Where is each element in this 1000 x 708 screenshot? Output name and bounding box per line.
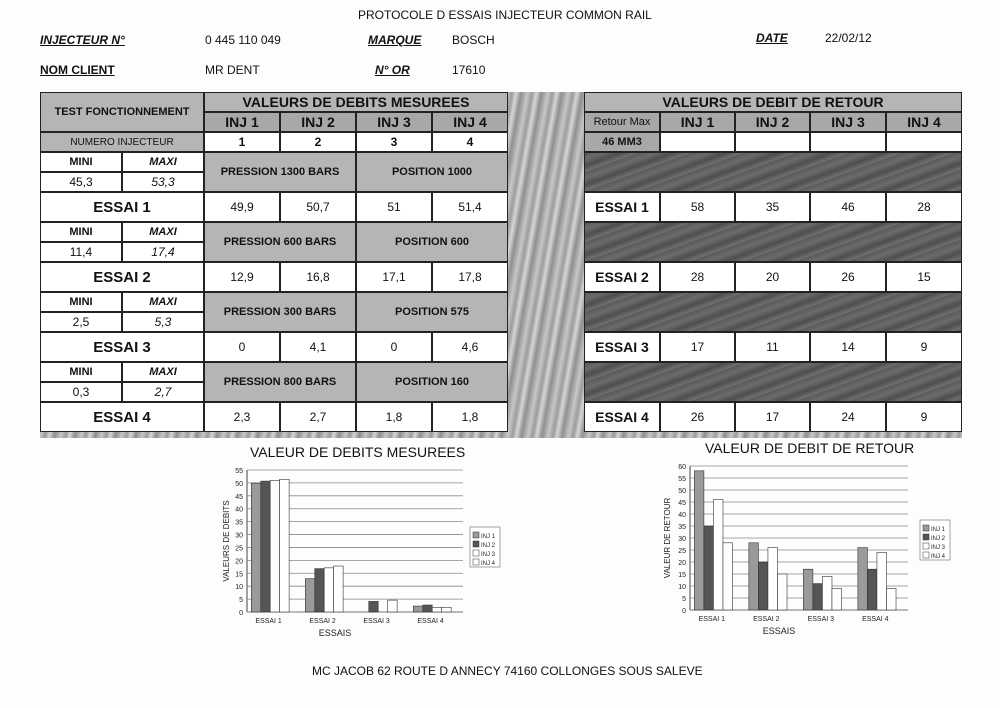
injecteur-value: 0 445 110 049 [205,33,281,47]
x-tick-label: ESSAI 3 [807,616,835,623]
maxi-value: 17,4 [122,242,204,262]
x-tick-label: ESSAI 4 [862,616,889,623]
x-tick-label: ESSAI 4 [417,618,444,625]
y-tick-label: 60 [678,464,686,471]
retour-max-label: Retour Max [584,112,660,132]
test-fonctionnement-label: TEST FONCTIONNEMENT [40,92,204,132]
y-tick-label: 10 [235,584,243,592]
legend-entry: INJ 2 [481,543,496,549]
mini-value: 0,3 [40,382,122,402]
x-tick-label: ESSAI 1 [255,618,282,625]
essai-label: ESSAI 3 [584,332,660,362]
x-tick-label: ESSAI 2 [309,618,336,625]
shaded-band [584,292,962,332]
y-tick-label: 25 [235,545,243,553]
bar [413,606,422,612]
y-tick-label: 0 [239,610,243,617]
retour-max-cell [735,132,810,152]
legend-entry: INJ 3 [481,552,496,558]
essai-label: ESSAI 2 [584,262,660,292]
left-inj-header-1: INJ 1 [204,112,280,132]
retour-value-cell: 9 [886,332,962,362]
bar [315,569,324,612]
retour-value-cell: 11 [735,332,810,362]
debit-value-cell: 4,6 [432,332,508,362]
y-tick-label: 10 [678,584,686,591]
retour-value-cell: 35 [735,192,810,222]
legend-swatch [473,532,479,538]
debit-value-cell: 17,1 [356,262,432,292]
retour-value-cell: 20 [735,262,810,292]
legend-entry: INJ 1 [931,527,946,533]
bar [423,605,432,612]
y-tick-label: 15 [235,571,243,579]
essai-label: ESSAI 1 [40,192,204,222]
bar [749,543,759,610]
bar [388,600,397,612]
client-value: MR DENT [205,63,260,77]
debit-value-cell: 49,9 [204,192,280,222]
retour-max-value: 46 MM3 [584,132,660,152]
y-tick-label: 40 [678,512,686,519]
bar [777,574,787,610]
marque-value: BOSCH [452,33,495,47]
y-tick-label: 20 [678,560,686,567]
right-inj-header-3: INJ 3 [810,112,886,132]
bar [803,569,813,610]
debit-value-cell: 2,3 [204,402,280,432]
pression-label: PRESSION 600 BARS [204,222,356,262]
right-inj-header-1: INJ 1 [660,112,735,132]
legend-entry: INJ 1 [481,534,496,540]
left-inj-header-2: INJ 2 [280,112,356,132]
date-value: 22/02/12 [825,31,872,45]
y-axis-label: VALEUR DE RETOUR [663,497,672,579]
y-tick-label: 15 [678,572,686,579]
bar [251,483,260,612]
retour-max-cell [660,132,735,152]
debit-value-cell: 4,1 [280,332,356,362]
maxi-label: MAXI [122,222,204,242]
maxi-value: 2,7 [122,382,204,402]
y-tick-label: 0 [682,608,686,615]
debit-value-cell: 0 [356,332,432,362]
retour-value-cell: 58 [660,192,735,222]
maxi-label: MAXI [122,362,204,382]
bar [369,601,378,612]
legend-entry: INJ 3 [931,545,946,551]
or-value: 17610 [452,63,486,77]
retour-value-cell: 9 [886,402,962,432]
bar [723,543,733,610]
y-tick-label: 35 [235,519,243,527]
bar [261,481,270,612]
shaded-band [584,362,962,402]
retour-value-cell: 26 [810,262,886,292]
x-tick-label: ESSAI 1 [698,616,726,623]
client-label: NOM CLIENT [40,63,115,77]
right-inj-header-2: INJ 2 [735,112,810,132]
y-tick-label: 35 [678,524,686,531]
footer-address: MC JACOB 62 ROUTE D ANNECY 74160 COLLONGES SOUS SALEVE [312,664,703,678]
debit-value-cell: 51,4 [432,192,508,222]
legend-swatch [473,559,479,565]
chart1-title: VALEUR DE DEBITS MESUREES [250,444,466,460]
chart2-title: VALEUR DE DEBIT DE RETOUR [705,440,915,456]
inj-number-1: 1 [204,132,280,152]
retour-bar-chart [658,458,978,644]
retour-value-cell: 26 [660,402,735,432]
retour-value-cell: 17 [660,332,735,362]
inj-number-4: 4 [432,132,508,152]
x-axis-label: ESSAIS [762,626,796,636]
retour-value-cell: 14 [810,332,886,362]
legend-entry: INJ 2 [931,536,946,542]
date-label: DATE [756,31,788,45]
position-label: POSITION 160 [356,362,508,402]
debits-bar-chart [215,462,525,644]
debit-value-cell: 50,7 [280,192,356,222]
bar [305,579,314,612]
mini-value: 11,4 [40,242,122,262]
bar [858,548,868,610]
y-tick-label: 40 [235,506,243,514]
retour-value-cell: 24 [810,402,886,432]
bar [704,526,714,610]
debit-value-cell: 51 [356,192,432,222]
legend-swatch [923,543,929,549]
bar [877,552,887,610]
mini-value: 2,5 [40,312,122,332]
maxi-label: MAXI [122,152,204,172]
y-axis-label: VALEURS DE DEBITS [222,500,231,582]
maxi-label: MAXI [122,292,204,312]
pression-label: PRESSION 1300 BARS [204,152,356,192]
mini-label: MINI [40,362,122,382]
essai-label: ESSAI 4 [584,402,660,432]
document-title: PROTOCOLE D ESSAIS INJECTEUR COMMON RAIL [358,8,652,22]
bar [768,548,778,610]
debits-section-title: VALEURS DE DEBITS MESUREES [204,92,508,112]
bar [432,607,441,612]
debit-value-cell: 1,8 [356,402,432,432]
bar [270,480,279,612]
y-tick-label: 50 [678,488,686,495]
maxi-value: 5,3 [122,312,204,332]
essai-label: ESSAI 2 [40,262,204,292]
maxi-value: 53,3 [122,172,204,192]
bar [758,562,768,610]
debit-value-cell: 0 [204,332,280,362]
left-inj-header-3: INJ 3 [356,112,432,132]
y-tick-label: 45 [678,500,686,507]
marque-label: MARQUE [368,33,422,47]
legend-swatch [923,525,929,531]
y-tick-label: 45 [235,493,243,501]
retour-max-cell [810,132,886,152]
essai-label: ESSAI 1 [584,192,660,222]
legend-entry: INJ 4 [931,554,946,560]
retour-max-cell [886,132,962,152]
legend-swatch [923,534,929,540]
essai-label: ESSAI 3 [40,332,204,362]
pression-label: PRESSION 300 BARS [204,292,356,332]
y-tick-label: 25 [678,548,686,555]
retour-section-title: VALEURS DE DEBIT DE RETOUR [584,92,962,112]
essai-label: ESSAI 4 [40,402,204,432]
debit-value-cell: 16,8 [280,262,356,292]
bar [694,471,704,610]
y-tick-label: 55 [235,468,243,475]
y-tick-label: 55 [678,476,686,483]
bar [813,584,823,610]
y-tick-label: 30 [678,536,686,543]
y-tick-label: 5 [239,597,243,605]
mini-label: MINI [40,222,122,242]
x-tick-label: ESSAI 3 [363,618,390,625]
retour-value-cell: 17 [735,402,810,432]
y-tick-label: 50 [235,480,243,488]
legend-swatch [473,550,479,556]
pression-label: PRESSION 800 BARS [204,362,356,402]
debit-value-cell: 12,9 [204,262,280,292]
y-tick-label: 30 [235,532,243,540]
left-inj-header-4: INJ 4 [432,112,508,132]
bar [334,566,343,612]
mini-value: 45,3 [40,172,122,192]
x-tick-label: ESSAI 2 [753,616,780,623]
or-label: N° OR [375,63,410,77]
mini-label: MINI [40,292,122,312]
y-tick-label: 20 [235,558,243,566]
right-inj-header-4: INJ 4 [886,112,962,132]
retour-value-cell: 46 [810,192,886,222]
position-label: POSITION 600 [356,222,508,262]
position-label: POSITION 575 [356,292,508,332]
position-label: POSITION 1000 [356,152,508,192]
bar [867,569,877,610]
shaded-band [584,222,962,262]
bar [713,500,723,610]
bar [324,568,333,612]
inj-number-3: 3 [356,132,432,152]
debit-value-cell: 2,7 [280,402,356,432]
y-tick-label: 5 [682,596,686,603]
numero-injecteur-label: NUMERO INJECTEUR [40,132,204,152]
retour-value-cell: 28 [886,192,962,222]
retour-value-cell: 15 [886,262,962,292]
debit-value-cell: 17,8 [432,262,508,292]
bar [442,607,451,612]
bar [832,588,842,610]
bar [280,479,289,612]
inj-number-2: 2 [280,132,356,152]
retour-value-cell: 28 [660,262,735,292]
injecteur-label: INJECTEUR N° [40,33,125,47]
bar [886,588,896,610]
mini-label: MINI [40,152,122,172]
legend-swatch [473,541,479,547]
debit-value-cell: 1,8 [432,402,508,432]
legend-swatch [923,552,929,558]
bar [822,576,832,610]
x-axis-label: ESSAIS [318,628,352,638]
legend-entry: INJ 4 [481,561,496,567]
shaded-band [584,152,962,192]
